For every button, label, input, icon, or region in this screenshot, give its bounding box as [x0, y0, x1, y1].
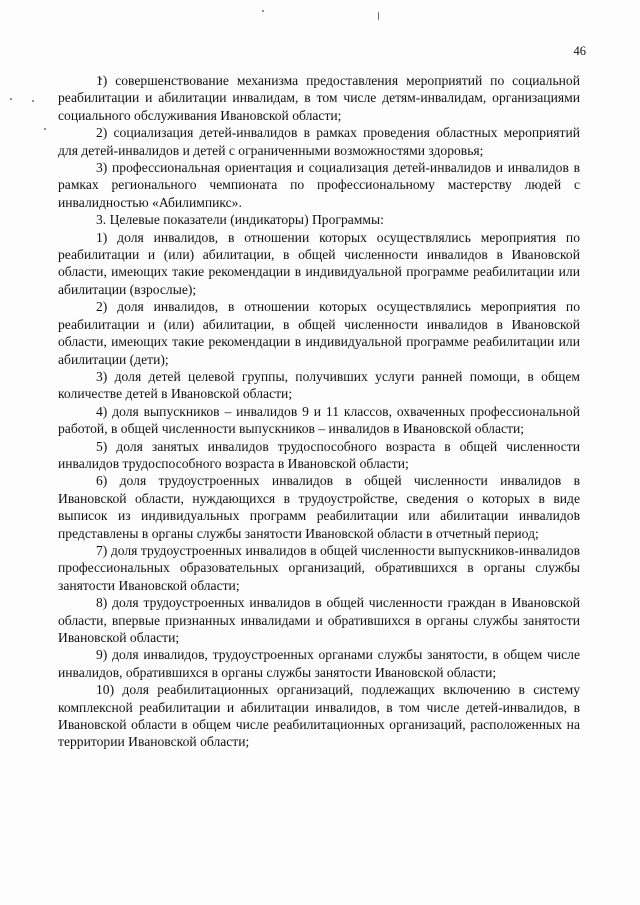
indicator-10: 10) доля реабилитационных организаций, подлежащих включению в систему комплексной реабилитации и абилитации инвалидов, в том числе детей-инвалидов, в Ивановской области в общем числе реабилитационных организаций, расположенных на территории Ивановской области; [58, 682, 580, 750]
scan-speck [32, 100, 34, 102]
scan-speck [10, 98, 12, 100]
scan-speck [378, 12, 379, 20]
intro-item-1: 1) совершенствование механизма предоставления мероприятий по социальной реабилитации и абилитации инвалидам, в том числе детям-инвалидам, организациями социального обслуживания Ивановской области; [58, 73, 580, 123]
document-body [58, 72, 580, 751]
indicator-5: 5) доля занятых инвалидов трудоспособного возраста в общей численности инвалидов трудоспособного возраста в Ивановской области; [58, 438, 580, 471]
indicator-4: 4) доля выпускников – инвалидов 9 и 11 классов, охваченных профессиональной работой, в общей численности выпускников – инвалидов в Ивановской области; [58, 403, 580, 437]
indicator-8: 8) доля трудоустроенных инвалидов в общей численности граждан в Ивановской области, впервые признанных инвалидами и обратившихся в органы службы занятости Ивановской области; [58, 595, 580, 645]
indicator-9: 9) доля инвалидов, трудоустроенных органами службы занятости, в общем числе инвалидов, обратившихся в органы службы занятости Ивановской области; [58, 647, 580, 680]
page-number: 46 [573, 44, 586, 58]
intro-item-3: 3) профессиональная ориентация и социализация детей-инвалидов и инвалидов в рамках регионального чемпионата по профессиональному мастерству людей с инвалидностью «Абилимпикс». [58, 160, 580, 210]
scan-speck [44, 128, 46, 130]
indicator-1: 1) доля инвалидов, в отношении которых осуществлялись мероприятия по реабилитации и (или) абилитации, в общей численности инвалидов в Ивановской области, имеющих такие рекомендации в индивидуальной программе реабилитации или абилитации (взрослые); [58, 229, 580, 297]
indicator-7: 7) доля трудоустроенных инвалидов в общей численности выпускников-инвалидов профессиональных образовательных организаций, обратившихся в органы службы занятости Ивановской области; [58, 542, 580, 593]
section-heading: 3. Целевые показатели (индикаторы) Программы: [96, 212, 384, 228]
indicator-2: 2) доля инвалидов, в отношении которых осуществлялись мероприятия по реабилитации и (или) абилитации, в общей численности инвалидов в Ивановской области, имеющих такие рекомендации в индивидуальной программе реабилитации или абилитации (дети); [58, 299, 580, 367]
intro-item-2: 2) социализация детей-инвалидов в рамках проведения областных мероприятий для детей-инвалидов и детей с ограниченными возможностями здоровья; [58, 125, 580, 158]
scan-speck [262, 10, 264, 12]
indicator-3: 3) доля детей целевой группы, получивших услуги ранней помощи, в общем количестве детей в Ивановской области; [58, 368, 580, 402]
indicator-6: 6) доля трудоустроенных инвалидов в общей численности инвалидов в Ивановской области, нуждающихся в трудоустройстве, сведения о которых в виде выписок из индивидуальных программ реабилитации или абилитации инвалидов представлены в органы службы занятости Ивановской области в отчетный период; [58, 473, 580, 541]
